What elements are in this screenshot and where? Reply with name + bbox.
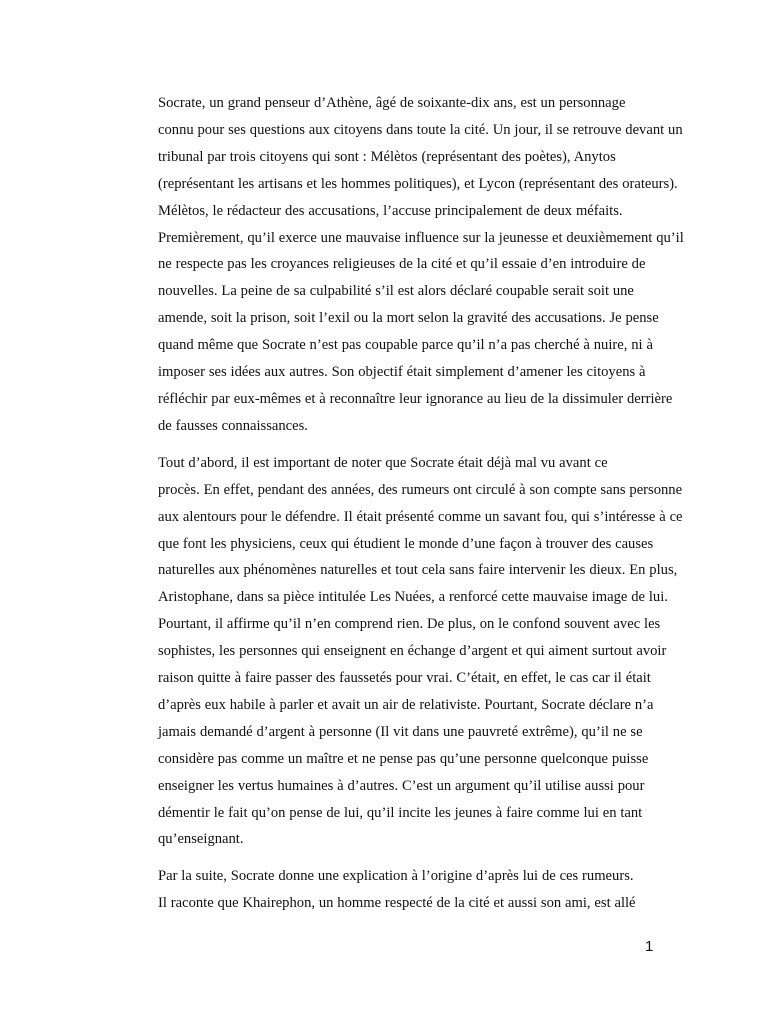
text-line: démentir le fait qu’on pense de lui, qu’il incite les jeunes à faire comme lui en tant (158, 804, 643, 821)
text-line: que font les physiciens, ceux qui étudient le monde d’une façon à trouver des causes (158, 535, 654, 552)
text-line: quand même que Socrate n’est pas coupable parce qu’il n’a pas cherché à nuire, ni à (158, 337, 653, 354)
text-line: amende, soit la prison, soit l’exil ou la mort selon la gravité des accusations. Je pense (158, 310, 659, 327)
text-line: nouvelles. La peine de sa culpabilité s’il est alors déclaré coupable serait soit une (158, 283, 634, 300)
text-line: tribunal par trois citoyens qui sont : Mélètos (représentant des poètes), Anytos (158, 148, 616, 165)
text-line: qu’enseignant. (158, 831, 244, 848)
paragraph (113, 863, 658, 917)
text-line: enseigner les vertus humaines à d’autres. C’est un argument qu’il utilise aussi pour (158, 777, 645, 794)
text-line: imposer ses idées aux autres. Son objectif était simplement d’amener les citoyens à (158, 364, 646, 381)
text-line: Aristophane, dans sa pièce intitulée Les Nuées, a renforcé cette mauvaise image de lui. (158, 589, 668, 606)
paragraph (113, 450, 683, 854)
text-line: connu pour ses questions aux citoyens dans toute la cité. Un jour, il se retrouve devant un (158, 121, 683, 138)
text-line: Mélètos, le rédacteur des accusations, l’accuse principalement de deux méfaits. (158, 202, 623, 219)
text-line: procès. En effet, pendant des années, des rumeurs ont circulé à son compte sans personne (158, 481, 683, 498)
text-line: Premièrement, qu’il exerce une mauvaise influence sur la jeunesse et deuxièmement qu’il (158, 229, 684, 246)
text-line: Par la suite, Socrate donne une explication à l’origine d’après lui de ces rumeurs. (158, 868, 634, 885)
text-line: (représentant les artisans et les hommes politiques), et Lycon (représentant des orateurs). (158, 175, 678, 192)
text-line: raison quitte à faire passer des faussetés pour vrai. C’était, en effet, le cas car il était (158, 670, 651, 687)
text-line: jamais demandé d’argent à personne (Il vit dans une pauvreté extrême), qu’il ne se (158, 723, 643, 740)
text-line: aux alentours pour le défendre. Il était présenté comme un savant fou, qui s’intéresse à ce (158, 508, 683, 525)
text-line: naturelles aux phénomènes naturelles et tout cela sans faire intervenir les dieux. En plus, (158, 562, 678, 579)
text-line: Pourtant, il affirme qu’il n’en comprend rien. De plus, on le confond souvent avec les (158, 616, 661, 633)
text-line: considère pas comme un maître et ne pense pas qu’une personne quelconque puisse (158, 750, 649, 767)
text-line: Socrate, un grand penseur d’Athène, âgé de soixante-dix ans, est un personnage (158, 95, 626, 111)
text-line: réfléchir par eux-mêmes et à reconnaître leur ignorance au lieu de la dissimuler derrière (158, 390, 673, 407)
text-line: de fausses connaissances. (158, 417, 308, 434)
document-body (113, 90, 684, 927)
page-number: 1 (645, 938, 654, 955)
text-line: ne respecte pas les croyances religieuses de la cité et qu’il essaie d’en introduire de (158, 256, 646, 273)
paragraph (113, 90, 684, 440)
text-line: Il raconte que Khairephon, un homme respecté de la cité et aussi son ami, est allé (158, 895, 636, 912)
text-line: sophistes, les personnes qui enseignent en échange d’argent et qui aiment surtout avoir (158, 643, 667, 660)
text-line: Tout d’abord, il est important de noter que Socrate était déjà mal vu avant ce (158, 454, 608, 471)
text-line: d’après eux habile à parler et avait un air de relativiste. Pourtant, Socrate déclare n’a (158, 696, 654, 713)
